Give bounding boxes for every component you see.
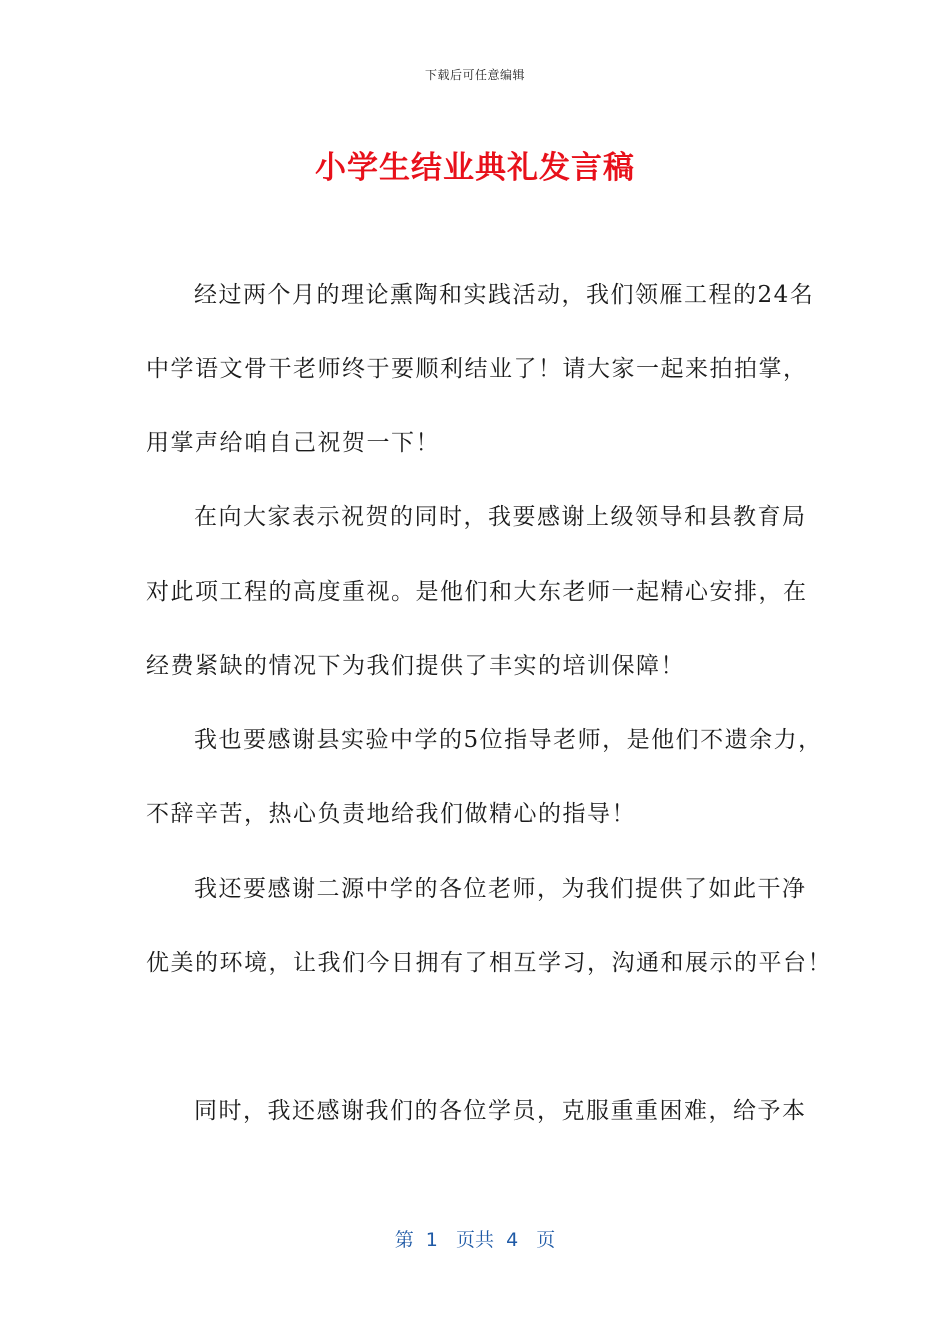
paragraph-line: 优美的环境，让我们今日拥有了相互学习，沟通和展示的平台！ — [146, 950, 832, 976]
paragraph-line: 不辞辛苦，热心负责地给我们做精心的指导！ — [146, 801, 636, 827]
page-indicator: 第 1 页共 4 页 — [394, 1229, 556, 1251]
paragraph-line: 经费紧缺的情况下为我们提供了丰实的培训保障！ — [146, 653, 685, 679]
paragraph-line: 同时，我还感谢我们的各位学员，克服重重困难，给予本 — [194, 1098, 807, 1124]
paragraph-line: 我也要感谢县实验中学的5位指导老师，是他们不遗余力， — [194, 727, 823, 753]
document-title: 小学生结业典礼发言稿 — [315, 150, 635, 186]
paragraph-line: 用掌声给咱自己祝贺一下！ — [146, 430, 440, 456]
header-note: 下载后可任意编辑 — [424, 68, 525, 82]
paragraph-line: 中学语文骨干老师终于要顺利结业了！请大家一起来拍拍掌， — [146, 356, 808, 382]
paragraph-line: 对此项工程的高度重视。是他们和大东老师一起精心安排，在 — [146, 579, 808, 605]
paragraph-line: 我还要感谢二源中学的各位老师，为我们提供了如此干净 — [194, 876, 807, 902]
paragraph-line: 在向大家表示祝贺的同时，我要感谢上级领导和县教育局 — [194, 504, 807, 530]
paragraph-line: 经过两个月的理论熏陶和实践活动，我们领雁工程的24名 — [194, 282, 815, 308]
